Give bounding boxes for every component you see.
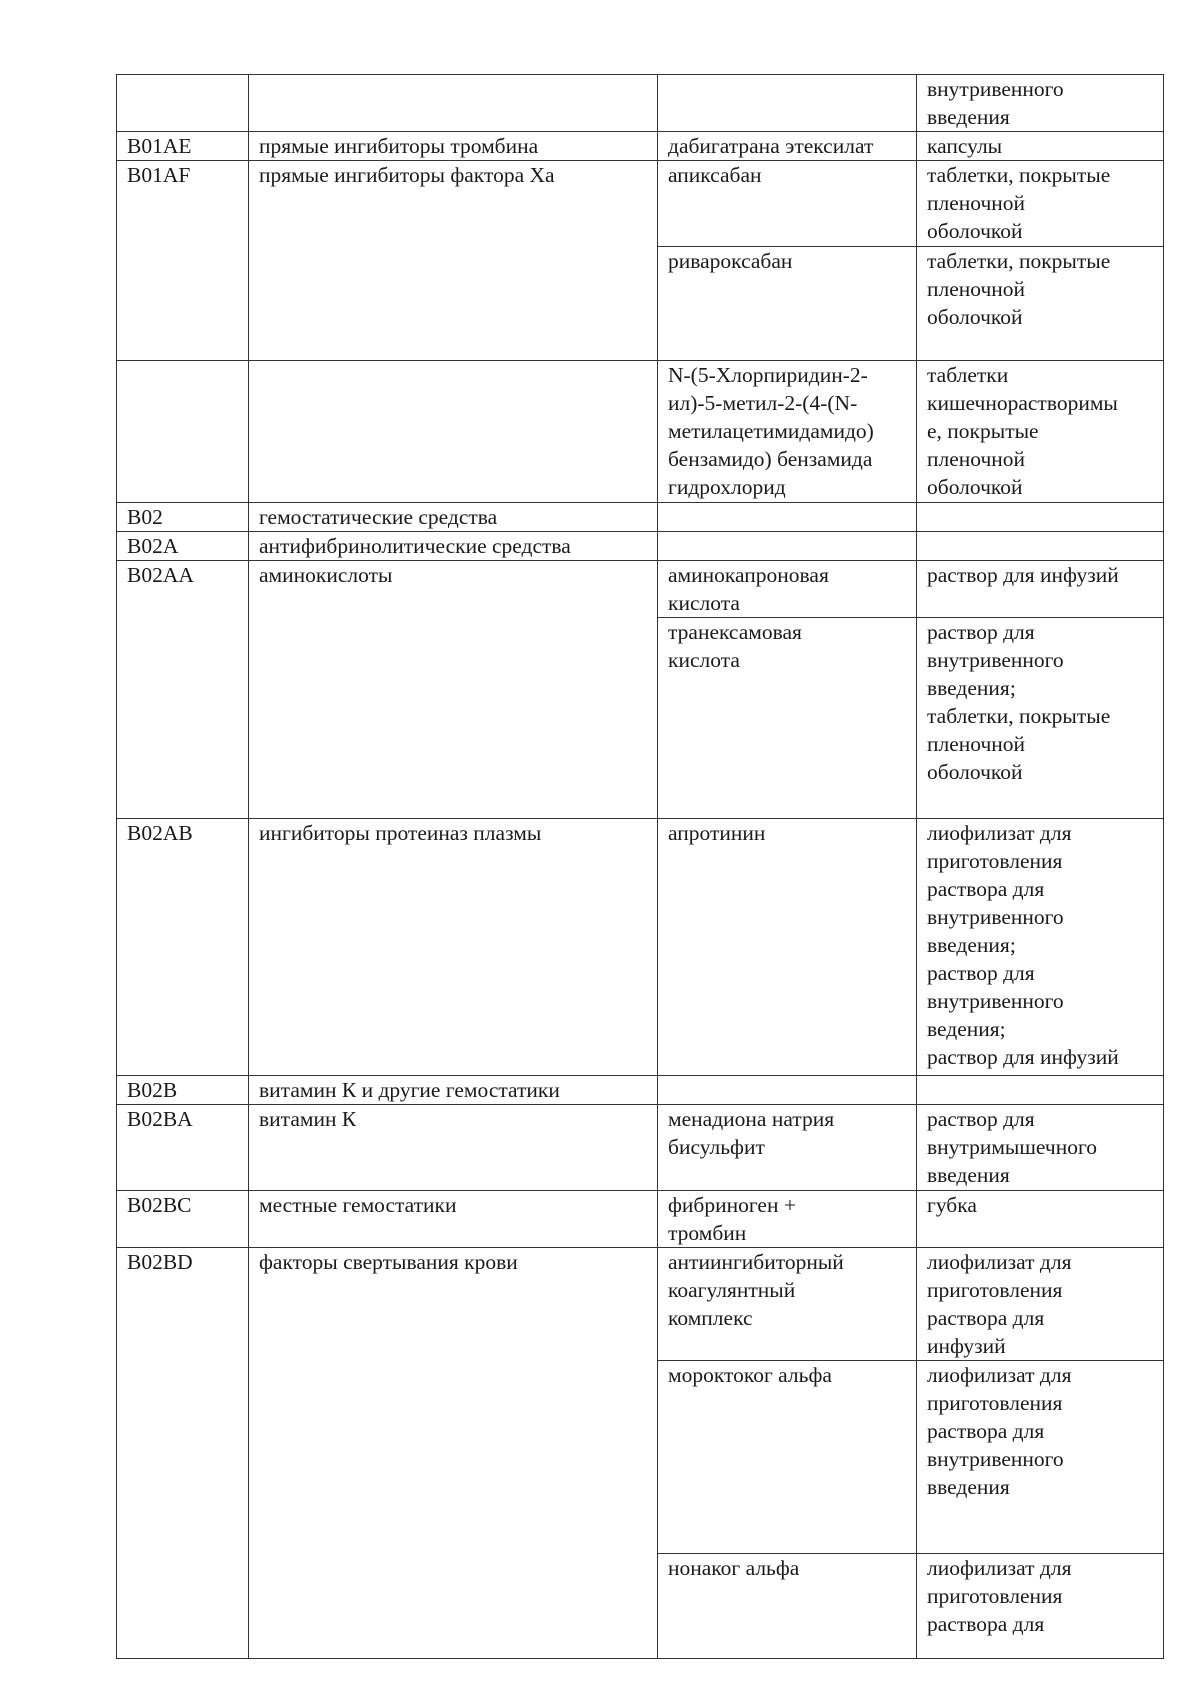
atc-code-cell xyxy=(117,75,249,132)
table-row xyxy=(117,561,1164,618)
table-row xyxy=(117,532,1164,561)
drug-name-cell: N-(5-Хлорпиридин-2- ил)-5-метил-2-(4-(N- метилацетимидамидо) бензамидо) бензамида гидрохлорид xyxy=(658,361,917,503)
drug-name-cell xyxy=(658,503,917,532)
table-row xyxy=(117,132,1164,161)
table-row xyxy=(117,161,1164,247)
group-name-cell: ингибиторы протеиназ плазмы xyxy=(249,819,658,1076)
drug-name-cell: дабигатрана этексилат xyxy=(658,132,917,161)
drug-name-cell: транексамовая кислота xyxy=(658,618,917,819)
drug-name-cell xyxy=(658,1076,917,1105)
table-body xyxy=(117,75,1164,1659)
atc-code-cell: B02BD xyxy=(117,1248,249,1659)
drug-name-cell: аминокапроновая кислота xyxy=(658,561,917,618)
dosage-form-cell: раствор для инфузий xyxy=(917,561,1164,618)
dosage-form-cell xyxy=(917,1076,1164,1105)
group-name-cell: факторы свертывания крови xyxy=(249,1248,658,1659)
group-name-cell: антифибринолитические средства xyxy=(249,532,658,561)
drug-name-cell: фибриноген + тромбин xyxy=(658,1191,917,1248)
atc-code-cell: B02BA xyxy=(117,1105,249,1191)
dosage-form-cell: лиофилизат для приготовления раствора для инфузий xyxy=(917,1248,1164,1361)
drug-name-cell xyxy=(658,75,917,132)
atc-code-cell: B02B xyxy=(117,1076,249,1105)
dosage-form-cell: внутривенного введения xyxy=(917,75,1164,132)
atc-code-cell xyxy=(117,361,249,503)
drug-name-cell: нонаког альфа xyxy=(658,1554,917,1659)
drug-name-cell: антиингибиторный коагулянтный комплекс xyxy=(658,1248,917,1361)
dosage-form-cell: губка xyxy=(917,1191,1164,1248)
dosage-form-cell: лиофилизат для приготовления раствора для внутривенного введения xyxy=(917,1361,1164,1554)
group-name-cell: витамин К и другие гемостатики xyxy=(249,1076,658,1105)
drug-classification-table xyxy=(116,74,1164,1659)
table-row xyxy=(117,361,1164,503)
group-name-cell xyxy=(249,75,658,132)
dosage-form-cell xyxy=(917,532,1164,561)
group-name-cell: витамин К xyxy=(249,1105,658,1191)
group-name-cell xyxy=(249,361,658,503)
atc-code-cell: B02A xyxy=(117,532,249,561)
atc-code-cell: B01AE xyxy=(117,132,249,161)
drug-name-cell: ривароксабан xyxy=(658,247,917,361)
table-row xyxy=(117,819,1164,1076)
dosage-form-cell: таблетки кишечнорастворимы е, покрытые пленочной оболочкой xyxy=(917,361,1164,503)
atc-code-cell: B01AF xyxy=(117,161,249,361)
drug-name-cell: апиксабан xyxy=(658,161,917,247)
table-row xyxy=(117,1191,1164,1248)
dosage-form-cell: раствор для внутримышечного введения xyxy=(917,1105,1164,1191)
dosage-form-cell xyxy=(917,503,1164,532)
drug-name-cell: менадиона натрия бисульфит xyxy=(658,1105,917,1191)
table-row xyxy=(117,1105,1164,1191)
table-row xyxy=(117,1076,1164,1105)
dosage-form-cell: капсулы xyxy=(917,132,1164,161)
group-name-cell: местные гемостатики xyxy=(249,1191,658,1248)
atc-code-cell: B02 xyxy=(117,503,249,532)
group-name-cell: прямые ингибиторы тромбина xyxy=(249,132,658,161)
table-row xyxy=(117,503,1164,532)
table-row xyxy=(117,75,1164,132)
group-name-cell: аминокислоты xyxy=(249,561,658,819)
table-row xyxy=(117,1248,1164,1361)
atc-code-cell: B02BC xyxy=(117,1191,249,1248)
drug-name-cell xyxy=(658,532,917,561)
drug-name-cell: апротинин xyxy=(658,819,917,1076)
group-name-cell: прямые ингибиторы фактора Ха xyxy=(249,161,658,361)
group-name-cell: гемостатические средства xyxy=(249,503,658,532)
atc-code-cell: B02AB xyxy=(117,819,249,1076)
drug-name-cell: мороктоког альфа xyxy=(658,1361,917,1554)
dosage-form-cell: лиофилизат для приготовления раствора для внутривенного введения; раствор для внутривенного ведения; раствор для инфузий xyxy=(917,819,1164,1076)
dosage-form-cell: лиофилизат для приготовления раствора для xyxy=(917,1554,1164,1659)
dosage-form-cell: таблетки, покрытые пленочной оболочкой xyxy=(917,247,1164,361)
dosage-form-cell: раствор для внутривенного введения; таблетки, покрытые пленочной оболочкой xyxy=(917,618,1164,819)
dosage-form-cell: таблетки, покрытые пленочной оболочкой xyxy=(917,161,1164,247)
atc-code-cell: B02AA xyxy=(117,561,249,819)
